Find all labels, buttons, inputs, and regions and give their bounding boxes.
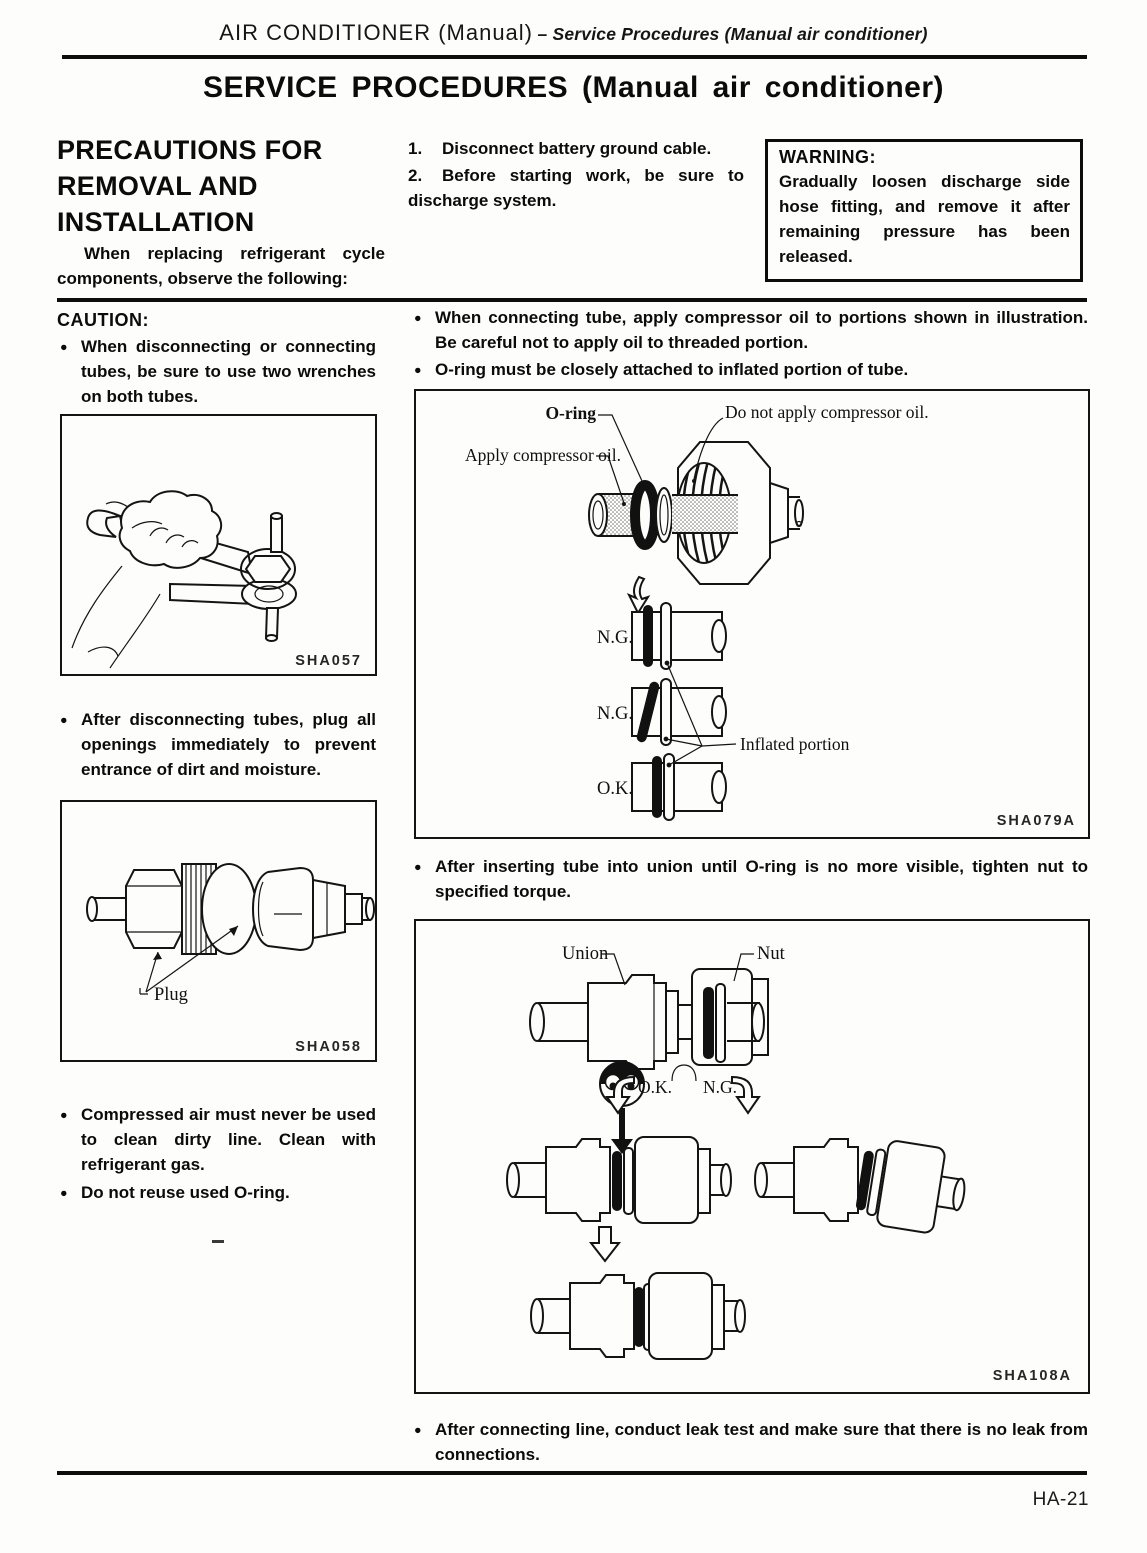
bullet-icon: ● <box>60 713 68 727</box>
ng-branch-label: N.G. <box>703 1077 738 1097</box>
horizontal-rule-top <box>62 55 1087 59</box>
caution-item-3-text: Compressed air must never be used to clean dirty line. Clean with refrigerant gas. <box>81 1105 376 1174</box>
horizontal-rule-bottom <box>57 1471 1087 1475</box>
note-item-1 <box>414 306 1092 356</box>
tube-row-ok <box>632 754 726 820</box>
warning-text: Gradually loosen discharge side hose fitting, and remove it after remaining pressure has been released. <box>779 172 1070 266</box>
caution-item-4 <box>60 1181 376 1206</box>
precautions-intro: When replacing refrigerant cycle components, observe the following: <box>57 244 385 288</box>
figure-sha108a <box>414 919 1090 1394</box>
running-head-title: AIR CONDITIONER (Manual) <box>219 20 534 45</box>
oring-label: O-ring <box>545 403 596 423</box>
figure-code: SHA108A <box>992 1368 1072 1384</box>
caution-item-3 <box>60 1103 376 1178</box>
running-head <box>0 20 1147 46</box>
two-wrenches-illustration <box>62 416 375 674</box>
plugged-fittings-illustration <box>62 802 375 1060</box>
inflated-portion-label: Inflated portion <box>740 734 850 754</box>
precautions-heading: PRECAUTIONS FOR REMOVAL AND INSTALLATION <box>57 135 323 237</box>
right-plugged-fitting <box>253 868 374 950</box>
running-head-subtitle: – Service Procedures (Manual air conditioner) <box>537 24 928 44</box>
figure-sha058 <box>60 800 377 1062</box>
step-1 <box>408 137 744 162</box>
plug-label: Plug <box>154 985 188 1005</box>
nut-label: Nut <box>757 944 785 964</box>
horizontal-rule-middle <box>57 298 1087 302</box>
figure-sha079a <box>414 389 1090 839</box>
ng-label-2: N.G. <box>597 704 633 724</box>
step-2 <box>408 164 744 214</box>
ok-branch-label: O.K. <box>638 1077 673 1097</box>
tube-row-ng1 <box>632 603 726 669</box>
note-item-1-text: When connecting tube, apply compressor oil to portions shown in illustration. Be careful not to apply oil to threaded portion. <box>435 308 1088 352</box>
bullet-icon: ● <box>414 1423 422 1437</box>
ng-label-1: N.G. <box>597 628 633 648</box>
note-item-2 <box>414 358 1092 383</box>
bullet-icon: ● <box>60 1186 68 1200</box>
caution-item-2-text: After disconnecting tubes, plug all openings immediately to prevent entrance of dirt and moisture. <box>81 710 376 779</box>
warning-label: WARNING: <box>779 147 876 167</box>
bullet-icon: ● <box>60 1108 68 1122</box>
bullet-icon: ● <box>414 311 422 325</box>
seated-coupling <box>531 1273 745 1359</box>
bullet-icon: ● <box>414 363 422 377</box>
step-2-text: Before starting work, be sure to discharge system. <box>408 165 744 210</box>
caution-item-4-text: Do not reuse used O-ring. <box>81 1183 290 1202</box>
ng-coupling <box>755 1136 971 1237</box>
figure-code: SHA058 <box>295 1039 362 1055</box>
figure-code: SHA079A <box>996 813 1076 829</box>
note-item-4-text: After connecting line, conduct leak test and make sure that there is no leak from connections. <box>435 1420 1088 1464</box>
union-nut-illustration <box>416 921 1088 1392</box>
note-item-2-text: O-ring must be closely attached to inflated portion of tube. <box>435 360 909 379</box>
union-part <box>530 975 678 1069</box>
oring-oil-illustration <box>416 391 1088 837</box>
figure-code: SHA057 <box>295 653 362 669</box>
gripping-hand <box>120 491 222 568</box>
bullet-icon: ● <box>60 340 68 354</box>
step-2-number: 2. <box>408 165 423 185</box>
scan-artifact-dash <box>212 1240 224 1243</box>
caution-item-2 <box>60 708 376 783</box>
flare-nut <box>672 442 803 584</box>
precautions-steps <box>408 137 744 216</box>
tube-row-ng2 <box>632 679 726 745</box>
note-item-3-text: After inserting tube into union until O-ring is no more visible, tighten nut to specified torque. <box>435 857 1088 901</box>
ok-label: O.K. <box>597 779 633 799</box>
left-plugged-fitting <box>87 864 256 954</box>
caution-item-1-text: When disconnecting or connecting tubes, be sure to use two wrenches on both tubes. <box>81 337 376 406</box>
warning-box <box>765 139 1083 282</box>
do-not-apply-label: Do not apply compressor oil. <box>725 402 929 422</box>
note-item-3 <box>414 855 1092 905</box>
page-number: HA-21 <box>1032 1489 1089 1510</box>
nut-part <box>678 969 768 1065</box>
figure-sha057 <box>60 414 377 676</box>
union-label: Union <box>562 944 609 964</box>
fitting-nut-and-tube <box>241 513 295 641</box>
bullet-icon: ● <box>414 860 422 874</box>
down-arrow <box>591 1227 619 1261</box>
tube-with-oring <box>589 485 672 545</box>
page-title: SERVICE PROCEDURES (Manual air conditioner) <box>202 71 945 104</box>
step-1-number: 1. <box>408 139 423 158</box>
lower-wrench <box>170 579 296 609</box>
caution-item-1 <box>60 335 376 410</box>
apply-oil-label: Apply compressor oil. <box>465 445 622 465</box>
step-1-text: Disconnect battery ground cable. <box>442 139 712 158</box>
note-item-4 <box>414 1418 1092 1468</box>
caution-label: CAUTION: <box>57 310 149 330</box>
